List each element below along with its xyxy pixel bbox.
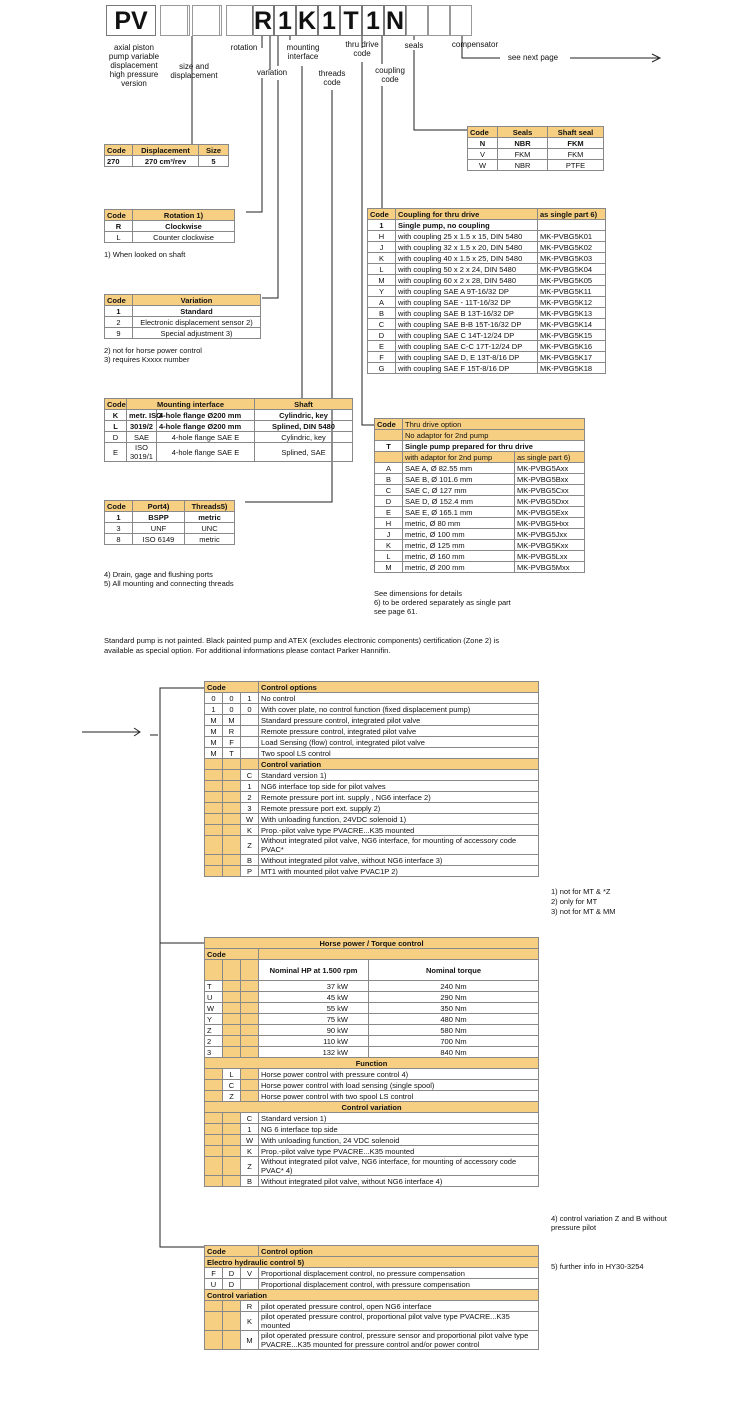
label-pump: axial piston pump variable displacement high pressure version	[108, 43, 160, 88]
code-box	[406, 5, 428, 36]
table-row: M with coupling 60 x 2 x 28, DIN 5480 MK-PVBG5K05	[368, 275, 606, 286]
code-box	[428, 5, 450, 36]
thru-note-1: See dimensions for details	[374, 589, 462, 598]
variation-table: Code Variation 1 Standard 2 Electronic displacement sensor 2) 9 Special adjustment 3)	[104, 294, 261, 339]
label-threads: threads code	[318, 69, 346, 87]
section-header: Control variation	[205, 1102, 539, 1113]
table-row: T 37 kW 240 Nm	[205, 981, 539, 992]
table-row: K Prop.-pilot valve type PVACRE...K35 mounted	[205, 825, 539, 836]
displacement-table: Code Displacement Size 270 270 cm³/rev 5	[104, 144, 229, 167]
table-row: 3 132 kW 840 Nm	[205, 1047, 539, 1058]
code-box-k: K	[297, 7, 317, 35]
table-row: E with coupling SAE C-C 17T-12/24 DP MK-PVBG5K16	[368, 341, 606, 352]
table-row: L Horse power control with pressure control 4)	[205, 1069, 539, 1080]
code-box	[226, 5, 254, 36]
table-row: H with coupling 25 x 1.5 x 15, DIN 5480 MK-PVBG5K01	[368, 231, 606, 242]
table-row: 0 0 1 No control	[205, 693, 539, 704]
control-note-1: 1) not for MT & *Z	[551, 887, 611, 896]
rotation-table: Code Rotation 1) R Clockwise L Counter clockwise	[104, 209, 235, 243]
table-row: M pilot operated pressure control, pressure sensor and proportional pilot valve type PVACRE...K35 mounted for pressure control and/or power control	[205, 1331, 539, 1350]
code-box-n: N	[385, 7, 405, 35]
table-row: K Prop.-pilot valve type PVACRE...K35 mounted	[205, 1146, 539, 1157]
table-row: Y with coupling SAE A 9T-16/32 DP MK-PVBG5K11	[368, 286, 606, 297]
electro-note: 5) further info in HY30-3254	[551, 1262, 644, 1271]
table-row: D with coupling SAE C 14T-12/24 DP MK-PVBG5K15	[368, 330, 606, 341]
table-row: U 45 kW 290 Nm	[205, 992, 539, 1003]
label-rotation: rotation	[230, 43, 258, 52]
table-row: C Horse power control with load sensing (single spool)	[205, 1080, 539, 1091]
port-note-5: 5) All mounting and connecting threads	[104, 579, 234, 588]
table-row: 1 NG 6 interface top side	[205, 1124, 539, 1135]
table-row: G with coupling SAE F 15T-8/16 DP MK-PVBG5K18	[368, 363, 606, 374]
code-box-1: 1	[318, 5, 340, 36]
label-coupling: coupling code	[375, 66, 405, 84]
table-row: P MT1 with mounted pilot valve PVAC1P 2)	[205, 866, 539, 877]
control-note-2: 2) only for MT	[551, 897, 598, 906]
code-box-1: 1	[274, 5, 296, 36]
section-header: Function	[205, 1058, 539, 1069]
table-row: M R Remote pressure control, integrated pilot valve	[205, 726, 539, 737]
code-box	[192, 5, 220, 36]
table-row: B SAE B, Ø 101.6 mm MK-PVBG5Bxx	[375, 474, 585, 485]
label-thru: thru drive code	[345, 40, 379, 58]
table-row: C Standard version 1)	[205, 770, 539, 781]
table-row: M F Load Sensing (flow) control, integrated pilot valve	[205, 737, 539, 748]
table-row: Z 90 kW 580 Nm	[205, 1025, 539, 1036]
table-row: M M Standard pressure control, integrated pilot valve	[205, 715, 539, 726]
variation-note-3: 3) requires Kxxxx number	[104, 355, 190, 364]
table-row: F D V Proportional displacement control, no pressure compensation	[205, 1268, 539, 1279]
thru-drive-table: Code Thru drive option No adaptor for 2nd pump T Single pump prepared for thru drive with adaptor for 2nd pump as single part 6) A SAE A, Ø 82.55 mm MK-PVBG5Axx B SAE B, Ø 101.6 mm MK-PVBG5Bxx C SAE C, Ø 127 mm MK-PVBG5Cxx D SAE D, Ø 152.4 mm MK-PVBG5Dxx E SAE E, Ø 165.1 mm MK-PVBG5Exx H metric, Ø 80 mm MK-PVBG5Hxx J metric, Ø 100 mm MK-PVBG5Jxx K metric, Ø 125 mm MK-PVBG5Kxx L metric, Ø 160 mm MK-PVBG5Lxx M metric, Ø 200 mm MK-PVBG5Mxx	[374, 418, 585, 573]
label-mounting: mounting interface	[286, 43, 320, 61]
label-see-next-page: see next page	[507, 53, 559, 62]
table-row: K metric, Ø 125 mm MK-PVBG5Kxx	[375, 540, 585, 551]
label-seals: seals	[404, 41, 424, 50]
standard-pump-note: Standard pump is not painted. Black painted pump and ATEX (excludes electronic components) certification (Zone 2) is available as special option. For additional informations please contact Parker Hannifin.	[104, 636, 500, 655]
control-note-3: 3) not for MT & MM	[551, 907, 616, 916]
section-header: Control variation	[205, 759, 539, 770]
code-box-r: R	[253, 7, 273, 35]
table-row: B Without integrated pilot valve, without NG6 interface 4)	[205, 1176, 539, 1187]
table-row: Z Without integrated pilot valve, NG6 interface, for mounting of accessory code PVAC* 4)	[205, 1157, 539, 1176]
table-row: A SAE A, Ø 82.55 mm MK-PVBG5Axx	[375, 463, 585, 474]
mounting-table: Code Mounting interface Shaft K metr. ISO 4-hole flange Ø200 mm Cylindric, key L 3019/2 4-hole flange Ø200 mm Splined, DIN 5480 D SAE 4-hole flange SAE E Cylindric, key E ISO 3019/1 4-hole flange SAE E Splined, SAE	[104, 398, 353, 462]
table-row: A with coupling SAE - 11T-16/32 DP MK-PVBG5K12	[368, 297, 606, 308]
table-row: M T Two spool LS control	[205, 748, 539, 759]
table-row: L metric, Ø 160 mm MK-PVBG5Lxx	[375, 551, 585, 562]
table-row: C Standard version 1)	[205, 1113, 539, 1124]
table-row: D SAE D, Ø 152.4 mm MK-PVBG5Dxx	[375, 496, 585, 507]
label-compensator: compensator	[451, 40, 499, 49]
table-row: F with coupling SAE D, E 13T-8/16 DP MK-PVBG5K17	[368, 352, 606, 363]
table-row: 3 Remote pressure port ext. supply 2)	[205, 803, 539, 814]
code-box-pv: PV	[106, 5, 156, 36]
table-row: H metric, Ø 80 mm MK-PVBG5Hxx	[375, 518, 585, 529]
table-row: 1 NG6 interface top side for pilot valves	[205, 781, 539, 792]
table-row: 2 110 kW 700 Nm	[205, 1036, 539, 1047]
table-row: Z Without integrated pilot valve, NG6 interface, for mounting of accessory code PVAC*	[205, 836, 539, 855]
table-row: W With unloading function, 24VDC solenoid 1)	[205, 814, 539, 825]
table-row: 2 Remote pressure port int. supply , NG6 interface 2)	[205, 792, 539, 803]
table-row: C SAE C, Ø 127 mm MK-PVBG5Cxx	[375, 485, 585, 496]
code-box	[450, 5, 472, 36]
code-box-t: T	[340, 5, 362, 36]
table-row: 1 Single pump, no coupling	[368, 220, 606, 231]
table-row: Z Horse power control with two spool LS control	[205, 1091, 539, 1102]
thru-note-3: see page 61.	[374, 607, 418, 616]
table-row: M metric, Ø 200 mm MK-PVBG5Mxx	[375, 562, 585, 573]
label-size: size and displacement	[170, 62, 218, 80]
thru-note-2: 6) to be ordered separately as single part	[374, 598, 511, 607]
rotation-note: 1) When looked on shaft	[104, 250, 186, 259]
code-box	[160, 5, 188, 36]
table-row: U D Proportional displacement control, with pressure compensation	[205, 1279, 539, 1290]
section-header: Control variation	[205, 1290, 539, 1301]
table-row: W With unloading function, 24 VDC solenoid	[205, 1135, 539, 1146]
coupling-table: Code Coupling for thru drive as single part 6) 1 Single pump, no coupling H with coupling 25 x 1.5 x 15, DIN 5480 MK-PVBG5K01 J with coupling 32 x 1.5 x 20, DIN 5480 MK-PVBG5K02 K with coupling 40 x 1.5 x 25, DIN 5480 MK-PVBG5K03 L with coupling 50 x 2 x 24, DIN 5480 MK-PVBG5K04 M with coupling 60 x 2 x 28, DIN 5480 MK-PVBG5K05 Y with coupling SAE A 9T-16/32 DP MK-PVBG5K11 A with coupling SAE - 11T-16/32 DP MK-PVBG5K12 B with coupling SAE B 13T-16/32 DP MK-PVBG5K13 C with coupling SAE B-B 15T-16/32 DP MK-PVBG5K14 D with coupling SAE C 14T-12/24 DP MK-PVBG5K15 E with coupling SAE C-C 17T-12/24 DP MK-PVBG5K16 F with coupling SAE D, E 13T-8/16 DP MK-PVBG5K17 G with coupling SAE F 15T-8/16 DP MK-PVBG5K18	[367, 208, 606, 374]
table-row: J metric, Ø 100 mm MK-PVBG5Jxx	[375, 529, 585, 540]
table-row: R pilot operated pressure control, open NG6 interface	[205, 1301, 539, 1312]
hp-note: 4) control variation Z and B without pressure pilot	[551, 1214, 667, 1232]
port-table: Code Port4) Threads5) 1 BSPP metric 3 UNF UNC 8 ISO 6149 metric	[104, 500, 235, 545]
table-row: W 55 kW 350 Nm	[205, 1003, 539, 1014]
table-row: K pilot operated pressure control, proportional pilot valve type PVACRE...K35 mounted	[205, 1312, 539, 1331]
table-row: Y 75 kW 480 Nm	[205, 1014, 539, 1025]
seals-table: Code Seals Shaft seal N NBR FKM V FKM FKM W NBR PTFE	[467, 126, 604, 171]
variation-note-2: 2) not for horse power control	[104, 346, 202, 355]
control-options-table: Code Control options 0 0 1 No control 1 0 0 With cover plate, no control function (fixed displacement pump) M M Standard pressure control, integrated pilot valve M R Remote pressure control, integrated pilot valve M F Load Sensing (flow) control, integrated pilot valve M T Two spool LS control Control variation C Standard version 1) 1 NG6 interface top side for pilot valves 2 Remote pressure port int. supply , NG6 interface 2) 3 Remote pressure port ext. supply 2) W With unloading function, 24VDC solenoid 1) K Prop.-pilot valve type PVACRE...K35 mounted Z Without integrated pilot valve, NG6 interface, for mounting of accessory code PVAC* B Without integrated pilot valve, without NG6 interface 3) P MT1 with mounted pilot valve PVAC1P 2)	[204, 681, 539, 877]
table-row: B with coupling SAE B 13T-16/32 DP MK-PVBG5K13	[368, 308, 606, 319]
table-row: B Without integrated pilot valve, without NG6 interface 3)	[205, 855, 539, 866]
table-row: L with coupling 50 x 2 x 24, DIN 5480 MK-PVBG5K04	[368, 264, 606, 275]
horse-power-table: Horse power / Torque control Code Nominal HP at 1.500 rpm Nominal torque T 37 kW 240 Nm U 45 kW 290 Nm W 55 kW 350 Nm Y 75 kW 480 Nm Z 90 kW 580 Nm 2 110 kW 700 Nm 3 132 kW 840 Nm Function L Horse power control with pressure control 4) C Horse power control with load sensing (single spool) Z Horse power control with two spool LS control Control variation C Standard version 1) 1 NG 6 interface top side W With unloading function, 24 VDC solenoid K Prop.-pilot valve type PVACRE...K35 mounted Z Without integrated pilot valve, NG6 interface, for mounting of accessory code PVAC* 4) B Without integrated pilot valve, without NG6 interface 4)	[204, 937, 539, 1187]
table-row: E SAE E, Ø 165.1 mm MK-PVBG5Exx	[375, 507, 585, 518]
table-row: 1 0 0 With cover plate, no control function (fixed displacement pump)	[205, 704, 539, 715]
code-box-1: 1	[362, 5, 384, 36]
table-row: K with coupling 40 x 1.5 x 25, DIN 5480 MK-PVBG5K03	[368, 253, 606, 264]
label-variation: variation	[256, 68, 288, 77]
port-note-4: 4) Drain, gage and flushing ports	[104, 570, 213, 579]
electro-hydraulic-table: Code Control option Electro hydraulic control 5) F D V Proportional displacement control, no pressure compensation U D Proportional displacement control, with pressure compensation Control variation R pilot operated pressure control, open NG6 interface K pilot operated pressure control, proportional pilot valve type PVACRE...K35 mounted M pilot operated pressure control, pressure sensor and proportional pilot valve type PVACRE...K35 mounted for pressure control and/or power control	[204, 1245, 539, 1350]
table-row: C with coupling SAE B-B 15T-16/32 DP MK-PVBG5K14	[368, 319, 606, 330]
table-row: J with coupling 32 x 1.5 x 20, DIN 5480 MK-PVBG5K02	[368, 242, 606, 253]
